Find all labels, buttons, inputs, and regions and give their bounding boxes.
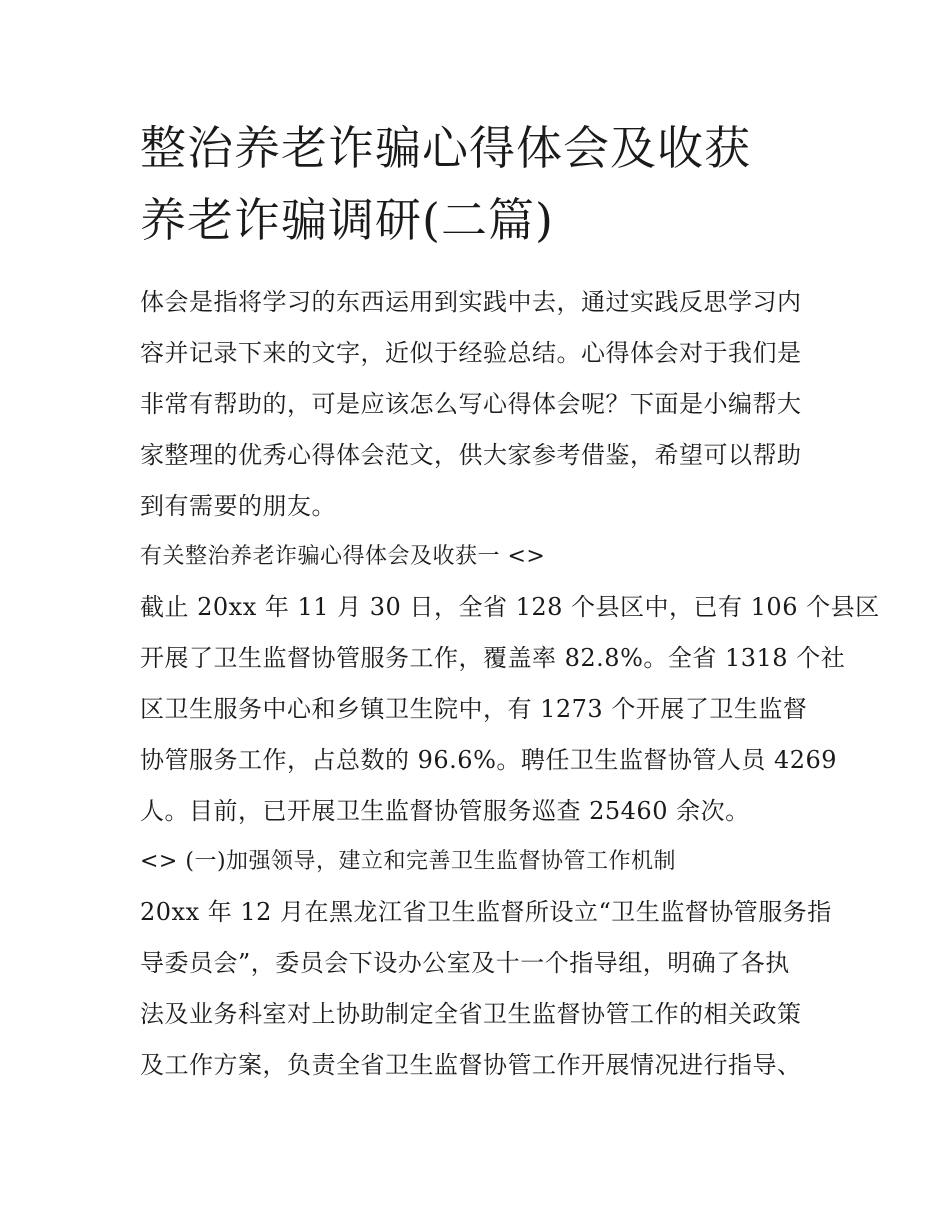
section-heading: <> (一)加强领导，建立和完善卫生监督协管工作机制 [140, 849, 677, 874]
body-line: 区卫生服务中心和乡镇卫生院中，有 1273 个开展了卫生监督 [140, 695, 808, 723]
body-line: 人。目前，已开展卫生监督协管服务巡查 25460 余次。 [140, 797, 750, 825]
body-line: 家整理的优秀心得体会范文，供大家参考借鉴，希望可以帮助 [140, 441, 802, 469]
body-line: 到有需要的朋友。 [140, 492, 336, 520]
body-line: 协管服务工作，占总数的 96.6%。聘任卫生监督协管人员 4269 [140, 746, 838, 774]
body-line: 及工作方案，负责全省卫生监督协管工作开展情况进行指导、 [140, 1051, 802, 1079]
section-heading: 有关整治养老诈骗心得体会及收获一 <> [140, 544, 546, 569]
body-line: 截止 20xx 年 11 月 30 日，全省 128 个县区中，已有 106 个县区 [140, 593, 880, 621]
body-line: 20xx 年 12 月在黑龙江省卫生监督所设立“卫生监督协管服务指 [140, 898, 832, 926]
title-line-1: 整治养老诈骗心得体会及收获 [140, 121, 751, 175]
body-line: 开展了卫生监督协管服务工作，覆盖率 82.8%。全省 1318 个社 [140, 644, 846, 672]
body-line: 非常有帮助的，可是应该怎么写心得体会呢？下面是小编帮大 [140, 390, 802, 418]
body-line: 容并记录下来的文字，近似于经验总结。心得体会对于我们是 [140, 339, 802, 367]
body-line: 法及业务科室对上协助制定全省卫生监督协管工作的相关政策 [140, 1000, 802, 1028]
body-line: 导委员会”，委员会下设办公室及十一个指导组，明确了各执 [140, 949, 790, 977]
title-line-2: 养老诈骗调研(二篇) [140, 193, 554, 247]
document-body [140, 277, 880, 1091]
document-title [140, 112, 820, 256]
body-line: 体会是指将学习的东西运用到实践中去，通过实践反思学习内 [140, 288, 802, 316]
